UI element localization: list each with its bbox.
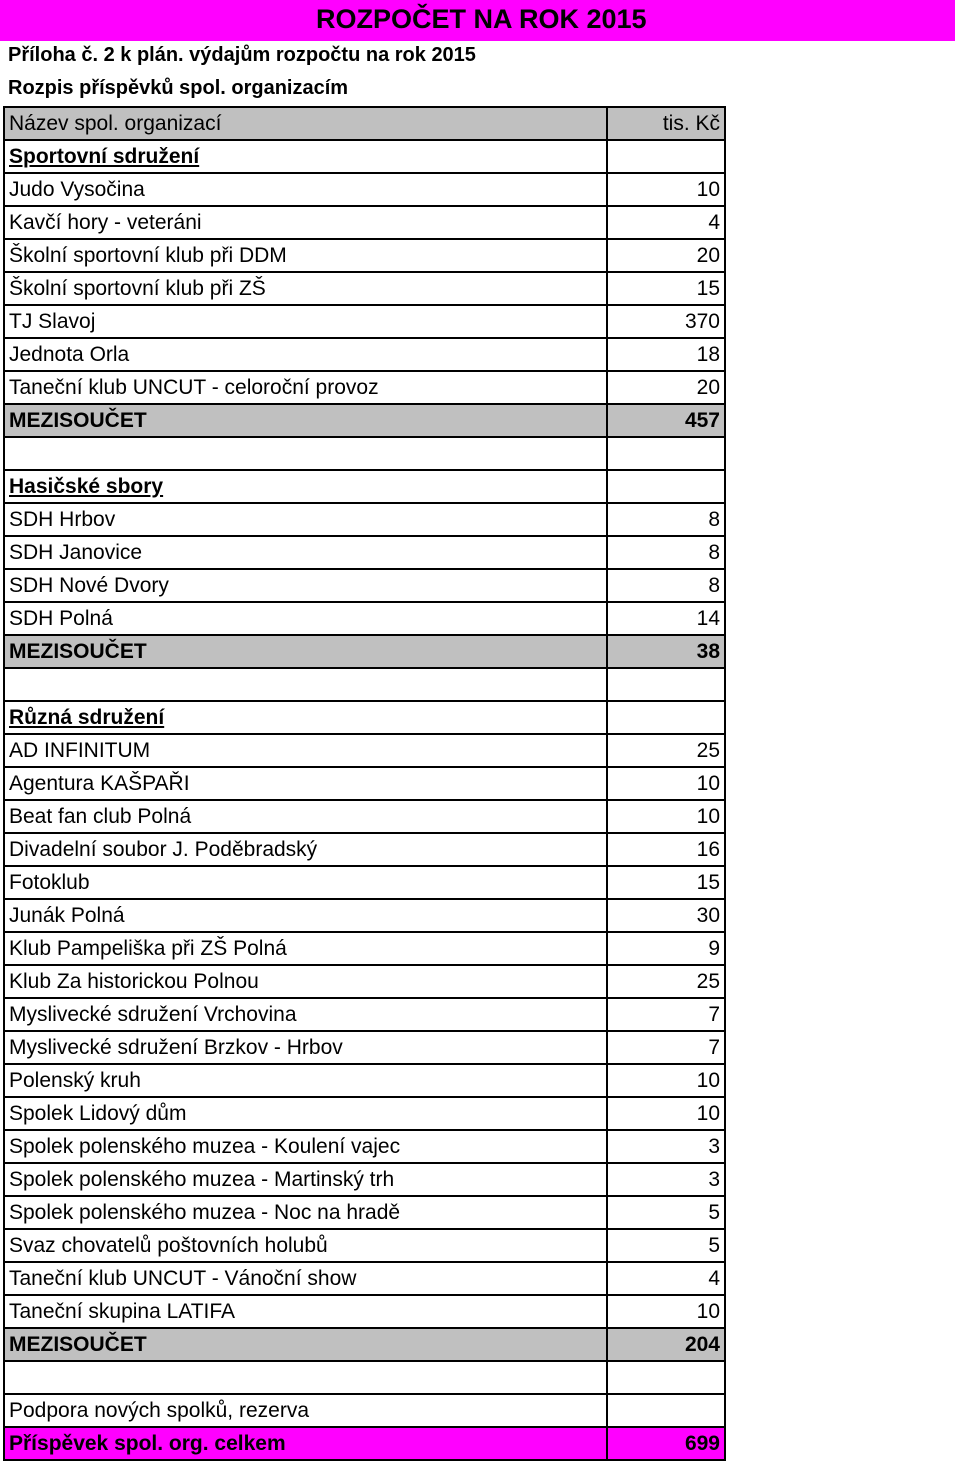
blank-row xyxy=(4,668,725,701)
table-row xyxy=(4,503,725,536)
org-amount: 9 xyxy=(607,932,725,965)
org-name: Kavčí hory - veteráni xyxy=(4,206,607,239)
org-amount: 15 xyxy=(607,866,725,899)
table-row xyxy=(4,998,725,1031)
org-name: Školní sportovní klub při ZŠ xyxy=(4,272,607,305)
org-name: AD INFINITUM xyxy=(4,734,607,767)
table-header-row xyxy=(4,107,725,140)
table-row xyxy=(4,932,725,965)
section-value-cell xyxy=(607,140,725,173)
blank-cell xyxy=(607,437,725,470)
org-name: SDH Hrbov xyxy=(4,503,607,536)
org-name: Judo Vysočina xyxy=(4,173,607,206)
reserve-value xyxy=(607,1394,725,1427)
org-name: Divadelní soubor J. Poděbradský xyxy=(4,833,607,866)
subtotal-row xyxy=(4,404,725,437)
org-name: Klub Pampeliška při ZŠ Polná xyxy=(4,932,607,965)
org-amount: 3 xyxy=(607,1130,725,1163)
org-amount: 15 xyxy=(607,272,725,305)
org-name: Klub Za historickou Polnou xyxy=(4,965,607,998)
org-amount: 25 xyxy=(607,734,725,767)
blank-row xyxy=(4,437,725,470)
table-row xyxy=(4,371,725,404)
table-row xyxy=(4,239,725,272)
table-row xyxy=(4,1163,725,1196)
table-row xyxy=(4,1031,725,1064)
org-name: Svaz chovatelů poštovních holubů xyxy=(4,1229,607,1262)
org-amount: 25 xyxy=(607,965,725,998)
table-row xyxy=(4,1295,725,1328)
table-row xyxy=(4,800,725,833)
table-row xyxy=(4,206,725,239)
org-name: SDH Janovice xyxy=(4,536,607,569)
org-amount: 30 xyxy=(607,899,725,932)
org-amount: 8 xyxy=(607,536,725,569)
org-amount: 8 xyxy=(607,569,725,602)
org-amount: 18 xyxy=(607,338,725,371)
org-name: Spolek polenského muzea - Martinský trh xyxy=(4,1163,607,1196)
org-amount: 10 xyxy=(607,1097,725,1130)
table-row xyxy=(4,338,725,371)
table-row xyxy=(4,173,725,206)
contributions-table xyxy=(3,106,726,1461)
table-row xyxy=(4,1262,725,1295)
blank-cell xyxy=(4,1361,607,1394)
section-header-row xyxy=(4,470,725,503)
subtotal-row xyxy=(4,1328,725,1361)
org-name: Taneční klub UNCUT - celoroční provoz xyxy=(4,371,607,404)
grand-total-label: Příspěvek spol. org. celkem xyxy=(4,1427,607,1460)
page-title: ROZPOČET NA ROK 2015 xyxy=(316,4,647,34)
table-row xyxy=(4,1229,725,1262)
reserve-row xyxy=(4,1394,725,1427)
blank-row xyxy=(4,1361,725,1394)
table-row xyxy=(4,866,725,899)
org-amount: 4 xyxy=(607,206,725,239)
org-name: TJ Slavoj xyxy=(4,305,607,338)
blank-cell xyxy=(607,668,725,701)
org-name: Polenský kruh xyxy=(4,1064,607,1097)
section-value-cell xyxy=(607,470,725,503)
org-name: Junák Polná xyxy=(4,899,607,932)
blank-cell xyxy=(607,1361,725,1394)
subtotal-label: MEZISOUČET xyxy=(4,635,607,668)
subtotal-value: 457 xyxy=(607,404,725,437)
org-amount: 10 xyxy=(607,1295,725,1328)
org-name: SDH Nové Dvory xyxy=(4,569,607,602)
org-amount: 8 xyxy=(607,503,725,536)
org-amount: 3 xyxy=(607,1163,725,1196)
grand-total-row xyxy=(4,1427,725,1460)
org-amount: 10 xyxy=(607,767,725,800)
blank-cell xyxy=(4,437,607,470)
org-amount: 4 xyxy=(607,1262,725,1295)
subtotal-label: MEZISOUČET xyxy=(4,404,607,437)
org-name: Taneční skupina LATIFA xyxy=(4,1295,607,1328)
section-value-cell xyxy=(607,701,725,734)
blank-cell xyxy=(4,668,607,701)
table-row xyxy=(4,1196,725,1229)
org-name: Beat fan club Polná xyxy=(4,800,607,833)
table-row xyxy=(4,1130,725,1163)
org-amount: 5 xyxy=(607,1196,725,1229)
org-amount: 10 xyxy=(607,173,725,206)
section-title: Hasičské sbory xyxy=(4,470,607,503)
attachment-subtitle: Příloha č. 2 k plán. výdajům rozpočtu na rok 2015 xyxy=(8,44,476,66)
org-amount: 5 xyxy=(607,1229,725,1262)
org-amount: 20 xyxy=(607,371,725,404)
subtotal-value: 204 xyxy=(607,1328,725,1361)
org-name: Myslivecké sdružení Brzkov - Hrbov xyxy=(4,1031,607,1064)
reserve-label: Podpora nových spolků, rezerva xyxy=(4,1394,607,1427)
title-banner xyxy=(0,0,955,41)
table-row xyxy=(4,602,725,635)
org-amount: 370 xyxy=(607,305,725,338)
breakdown-subtitle: Rozpis příspěvků spol. organizacím xyxy=(8,77,349,99)
table-row xyxy=(4,536,725,569)
grand-total-value: 699 xyxy=(607,1427,725,1460)
table-row xyxy=(4,1097,725,1130)
table-row xyxy=(4,965,725,998)
org-name: Agentura KAŠPAŘI xyxy=(4,767,607,800)
org-name: Spolek polenského muzea - Koulení vajec xyxy=(4,1130,607,1163)
org-amount: 10 xyxy=(607,800,725,833)
table-row xyxy=(4,272,725,305)
table-row xyxy=(4,734,725,767)
org-name: Spolek polenského muzea - Noc na hradě xyxy=(4,1196,607,1229)
subtotal-value: 38 xyxy=(607,635,725,668)
org-name: SDH Polná xyxy=(4,602,607,635)
org-amount: 20 xyxy=(607,239,725,272)
header-unit-cell: tis. Kč xyxy=(607,107,725,140)
section-title: Sportovní sdružení xyxy=(4,140,607,173)
table-row xyxy=(4,833,725,866)
header-name-cell: Název spol. organizací xyxy=(4,107,607,140)
table-row xyxy=(4,1064,725,1097)
subtotal-row xyxy=(4,635,725,668)
org-name: Myslivecké sdružení Vrchovina xyxy=(4,998,607,1031)
org-amount: 14 xyxy=(607,602,725,635)
org-name: Fotoklub xyxy=(4,866,607,899)
table-row xyxy=(4,899,725,932)
section-header-row xyxy=(4,140,725,173)
org-name: Taneční klub UNCUT - Vánoční show xyxy=(4,1262,607,1295)
section-title: Různá sdružení xyxy=(4,701,607,734)
org-name: Školní sportovní klub při DDM xyxy=(4,239,607,272)
org-name: Spolek Lidový dům xyxy=(4,1097,607,1130)
org-amount: 7 xyxy=(607,1031,725,1064)
org-amount: 10 xyxy=(607,1064,725,1097)
table-row xyxy=(4,305,725,338)
table-row xyxy=(4,569,725,602)
org-name: Jednota Orla xyxy=(4,338,607,371)
org-amount: 16 xyxy=(607,833,725,866)
subtotal-label: MEZISOUČET xyxy=(4,1328,607,1361)
org-amount: 7 xyxy=(607,998,725,1031)
table-row xyxy=(4,767,725,800)
section-header-row xyxy=(4,701,725,734)
